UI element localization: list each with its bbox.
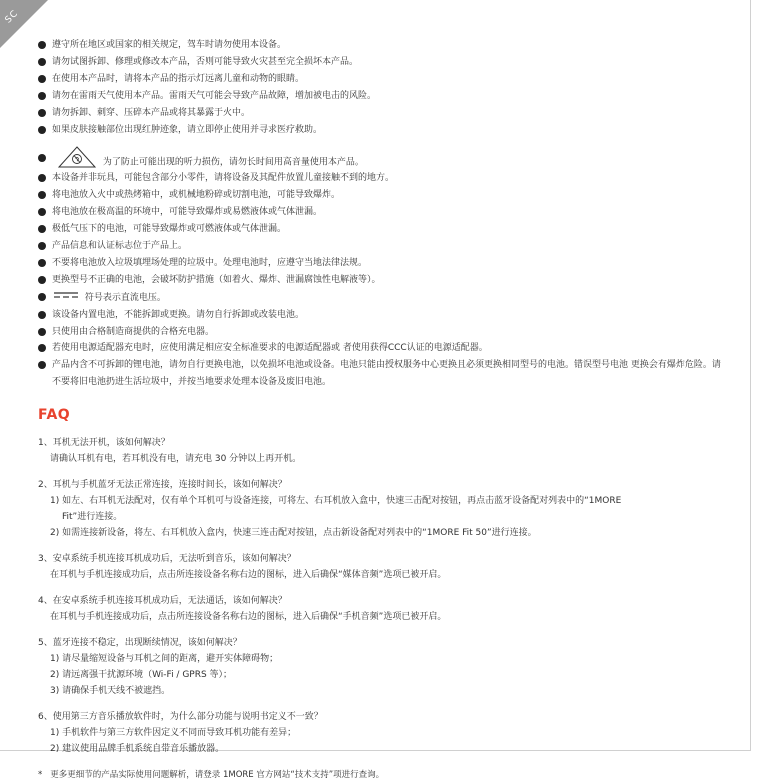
faq-item-1 — [38, 435, 728, 467]
warning-item: 极低气压下的电池，可能导致爆炸或可燃液体或气体泄漏。 — [38, 221, 728, 238]
faq-answer: 1) 如左、右耳机无法配对，仅有单个耳机可与设备连接，可将左、右耳机放入盒中，快速三击配对按钮，再点击蓝牙设备配对列表中的“1MORE Fit”进行连接。 2) 如需连接新设备，将左、右耳机放入盒内，快速三连击配对按钮，点击新设备配对列表中的“1MORE Fit 50”进行连接。 — [50, 496, 622, 539]
bullet-icon — [38, 293, 46, 301]
warning-item: 产品信息和认证标志位于产品上。 — [38, 238, 728, 255]
bullet-icon — [38, 225, 46, 233]
warning-item: 遵守所在地区或国家的相关规定，驾车时请勿使用本设备。 — [38, 37, 728, 54]
faq-heading: FAQ — [38, 407, 71, 424]
faq-question: 4、在安卓系统手机连接耳机成功后，无法通话，该如何解决？ — [38, 596, 287, 607]
bullet-icon — [38, 174, 46, 182]
warning-item: 本设备并非玩具，可能包含部分小零件，请将设备及其配件放置儿童接触不到的地方。 — [38, 170, 728, 187]
safety-warnings-group-a — [38, 37, 728, 138]
warning-item: 不要将电池放入垃圾填埋场处理的垃圾中。处理电池时，应遵守当地法律法规。 — [38, 255, 728, 272]
faq-answer: 1) 请尽量缩短设备与耳机之间的距离，避开实体障碍物； 2) 请远离强干扰源环境（Wi-Fi / GPRS 等）； 3) 请确保手机天线不被遮挡。 — [50, 654, 279, 697]
warning-item: 在使用本产品时，请将本产品的指示灯远离儿童和动物的眼睛。 — [38, 71, 728, 88]
faq-item-2 — [38, 477, 728, 541]
warning-item: 将电池放入火中或热烤箱中，或机械地粉碎或切割电池，可能导致爆炸。 — [38, 187, 728, 204]
dc-voltage-symbol-icon — [53, 289, 79, 306]
warning-item: 将电池放在极高温的环境中，可能导致爆炸或易燃液体或气体泄漏。 — [38, 204, 728, 221]
footnote-text: 更多更细节的产品实际使用问题解析，请登录 1MORE 官方网站“技术支持”项进行查询。 — [50, 770, 385, 781]
warning-item: 若使用电源适配器充电时，应使用满足相应安全标准要求的电源适配器或 者使用获得CCC认证的电源适配器。 — [38, 340, 728, 357]
faq-question: 1、耳机无法开机，该如何解决？ — [38, 438, 170, 449]
warning-item: 产品内含不可拆卸的锂电池，请勿自行更换电池，以免损坏电池或设备。电池只能由授权服务中心更换且必须更换相同型号的电池。错误型号电池 更换会有爆炸危险。请不要将旧电池扔进生活垃圾中，并按当地要求处理本设备及废旧电池。 — [38, 357, 728, 391]
faq-answer: 1) 手机软件与第三方软件因定义不同而导致耳机功能有差异； 2) 建议使用品牌手机系统自带音乐播放器。 — [50, 728, 297, 755]
bullet-icon — [38, 276, 46, 284]
faq-question: 6、使用第三方音乐播放软件时，为什么部分功能与说明书定义不一致？ — [38, 712, 323, 723]
bullet-icon — [38, 126, 46, 134]
warning-item: 只使用由合格制造商提供的合格充电器。 — [38, 324, 728, 341]
bullet-icon — [38, 75, 46, 83]
faq-item-4 — [38, 593, 728, 625]
faq-answer: 在耳机与手机连接成功后，点击所连接设备名称右边的图标，进入后确保“手机音频”选项已被开启。 — [50, 612, 447, 623]
warning-item: 如果皮肤接触部位出现红肿迹象，请立即停止使用并寻求医疗救助。 — [38, 122, 728, 139]
bullet-icon — [38, 328, 46, 336]
dc-warning-item: 符号表示直流电压。 — [38, 289, 728, 307]
corner-label: SC — [3, 8, 21, 26]
bullet-icon — [38, 311, 46, 319]
faq-question: 5、蓝牙连接不稳定，出现断续情况，该如何解决？ — [38, 638, 242, 649]
bullet-icon — [38, 191, 46, 199]
safety-warnings-group-b — [38, 146, 728, 391]
manual-content — [38, 37, 728, 783]
bullet-icon — [38, 41, 46, 49]
faq-question: 2、耳机与手机蓝牙无法正常连接，连接时间长，该如何解决？ — [38, 480, 287, 491]
bullet-icon — [38, 58, 46, 66]
bullet-icon — [38, 208, 46, 216]
warning-item: 更换型号不正确的电池，会破坏防护措施（如着火、爆炸、泄漏腐蚀性电解液等）。 — [38, 272, 728, 289]
faq-answer: 在耳机与手机连接成功后，点击所连接设备名称右边的图标，进入后确保“媒体音频”选项已被开启。 — [50, 570, 447, 581]
bullet-icon — [38, 259, 46, 267]
bullet-icon — [38, 92, 46, 100]
bullet-icon — [38, 242, 46, 250]
faq-item-3 — [38, 551, 728, 583]
faq-item-6 — [38, 709, 728, 757]
footnote — [38, 767, 728, 783]
hearing-warning-item: 为了防止可能出现的听力损伤，请勿长时间用高音量使用本产品。 — [38, 146, 728, 170]
bullet-icon — [38, 109, 46, 117]
asterisk: * — [38, 770, 43, 781]
bullet-icon — [38, 154, 46, 162]
bullet-icon — [38, 361, 46, 369]
warning-item: 请勿拆卸、刺穿、压碎本产品或将其暴露于火中。 — [38, 105, 728, 122]
faq-item-5 — [38, 635, 728, 699]
bullet-icon — [38, 344, 46, 352]
faq-question: 3、安卓系统手机连接耳机成功后，无法听到音乐，该如何解决？ — [38, 554, 296, 565]
faq-answer: 请确认耳机有电，若耳机没有电，请充电 30 分钟以上再开机。 — [50, 454, 302, 465]
warning-item: 请勿试图拆卸、修理或修改本产品，否则可能导致火灾甚至完全损坏本产品。 — [38, 54, 728, 71]
warning-item: 请勿在雷雨天气使用本产品。雷雨天气可能会导致产品故障，增加被电击的风险。 — [38, 88, 728, 105]
warning-item: 该设备内置电池，不能拆卸或更换。请勿自行拆卸或改装电池。 — [38, 307, 728, 324]
